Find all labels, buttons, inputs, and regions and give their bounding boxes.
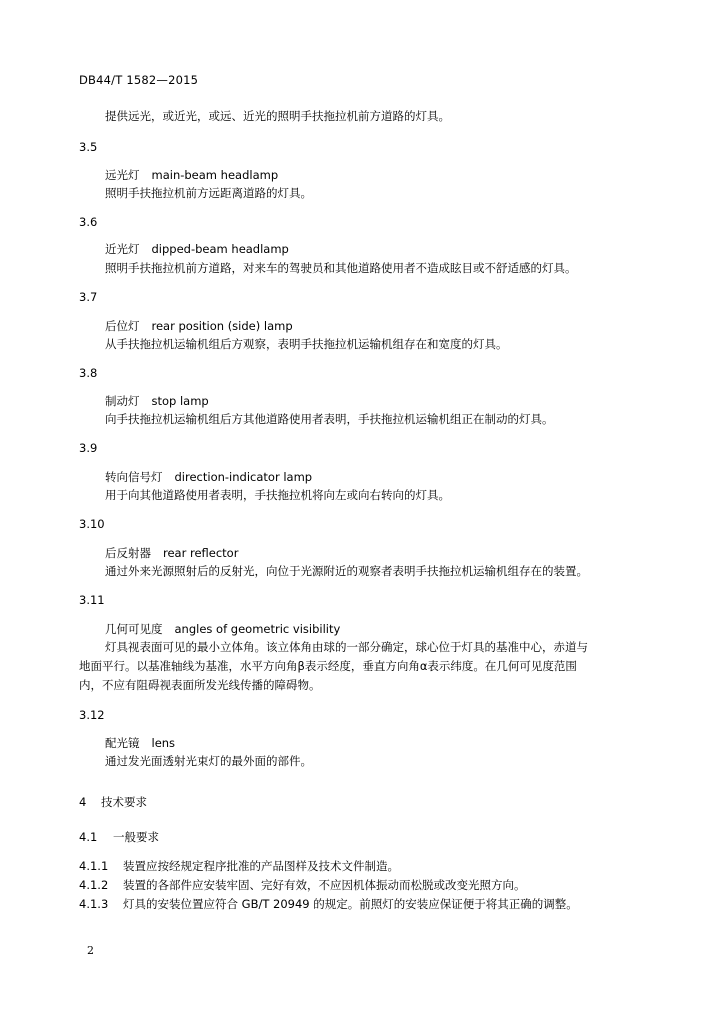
clause-number: 4.1.3 [79,897,109,911]
clause-item [79,877,526,893]
term-en: direction-indicator lamp [174,470,313,484]
term-number: 3.9 [79,441,98,455]
section-number: 4 [79,795,87,809]
term-definition: 通过发光面透射光束灯的最外面的部件。 [105,754,312,768]
term-definition: 从手扶拖拉机运输机组后方观察，表明手扶拖拉机运输机组存在和宽度的灯具。 [105,337,508,351]
term-definition: 照明手扶拖拉机前方道路，对来车的驾驶员和其他道路使用者不造成眩目或不舒适感的灯具。 [105,261,577,275]
term-en: dipped-beam headlamp [151,242,289,256]
term-definition: 地面平行。以基准轴线为基准，水平方向角β表示经度，垂直方向角α表示纬度。在几何可见度范围 [79,659,577,673]
document-id-header: DB44/T 1582—2015 [79,73,199,87]
term-en: lens [151,736,176,750]
clause-item [79,858,399,874]
term-en: rear position (side) lamp [151,319,293,333]
term-heading [105,735,175,751]
section-heading [79,794,147,810]
term-heading [105,545,238,561]
clause-text: 装置的各部件应安装牢固、完好有效，不应因机体振动而松脱或改变光照方向。 [123,878,526,892]
term-heading [105,393,209,409]
clause-number: 4.1.1 [79,859,109,873]
term-en: angles of geometric visibility [174,622,341,636]
clause-text: 装置应按经规定程序批准的产品图样及技术文件制造。 [123,859,399,873]
intro-line: 提供远光，或近光，或远、近光的照明手扶拖拉机前方道路的灯具。 [105,109,450,123]
term-definition: 灯具视表面可见的最小立体角。该立体角由球的一部分确定，球心位于灯具的基准中心，赤道与 [105,640,588,654]
term-zh: 配光镜 [105,736,140,750]
term-number: 3.10 [79,517,105,531]
term-heading [105,241,289,257]
clause-number: 4.1.2 [79,878,109,892]
term-zh: 几何可见度 [105,622,163,636]
page-number: 2 [87,944,94,957]
clause-text: 灯具的安装位置应符合 GB/T 20949 的规定。前照灯的安装应保证便于将其正确的调整。 [123,897,578,911]
term-zh: 后反射器 [105,546,151,560]
term-zh: 转向信号灯 [105,470,163,484]
term-heading [105,621,340,637]
term-heading [105,318,293,334]
subsection-heading [79,829,159,845]
term-number: 3.6 [79,215,98,229]
subsection-number: 4.1 [79,830,98,844]
subsection-title: 一般要求 [113,830,159,844]
section-title: 技术要求 [101,795,147,809]
term-definition: 照明手扶拖拉机前方远距离道路的灯具。 [105,186,312,200]
term-definition: 内，不应有阻碍视表面所发光线传播的障碍物。 [79,678,321,692]
term-definition: 向手扶拖拉机运输机组后方其他道路使用者表明，手扶拖拉机运输机组正在制动的灯具。 [105,412,554,426]
term-zh: 远光灯 [105,168,140,182]
term-zh: 近光灯 [105,242,140,256]
term-definition: 通过外来光源照射后的反射光，向位于光源附近的观察者表明手扶拖拉机运输机组存在的装置。 [105,564,588,578]
term-en: rear reflector [163,546,239,560]
term-zh: 后位灯 [105,319,140,333]
term-definition: 用于向其他道路使用者表明，手扶拖拉机将向左或向右转向的灯具。 [105,488,450,502]
clause-item [79,896,578,912]
term-en: main-beam headlamp [151,168,279,182]
term-zh: 制动灯 [105,394,140,408]
term-number: 3.11 [79,593,105,607]
term-number: 3.8 [79,366,98,380]
term-number: 3.7 [79,290,98,304]
term-heading [105,469,312,485]
term-number: 3.5 [79,140,98,154]
term-en: stop lamp [151,394,209,408]
term-number: 3.12 [79,708,105,722]
term-heading [105,167,278,183]
